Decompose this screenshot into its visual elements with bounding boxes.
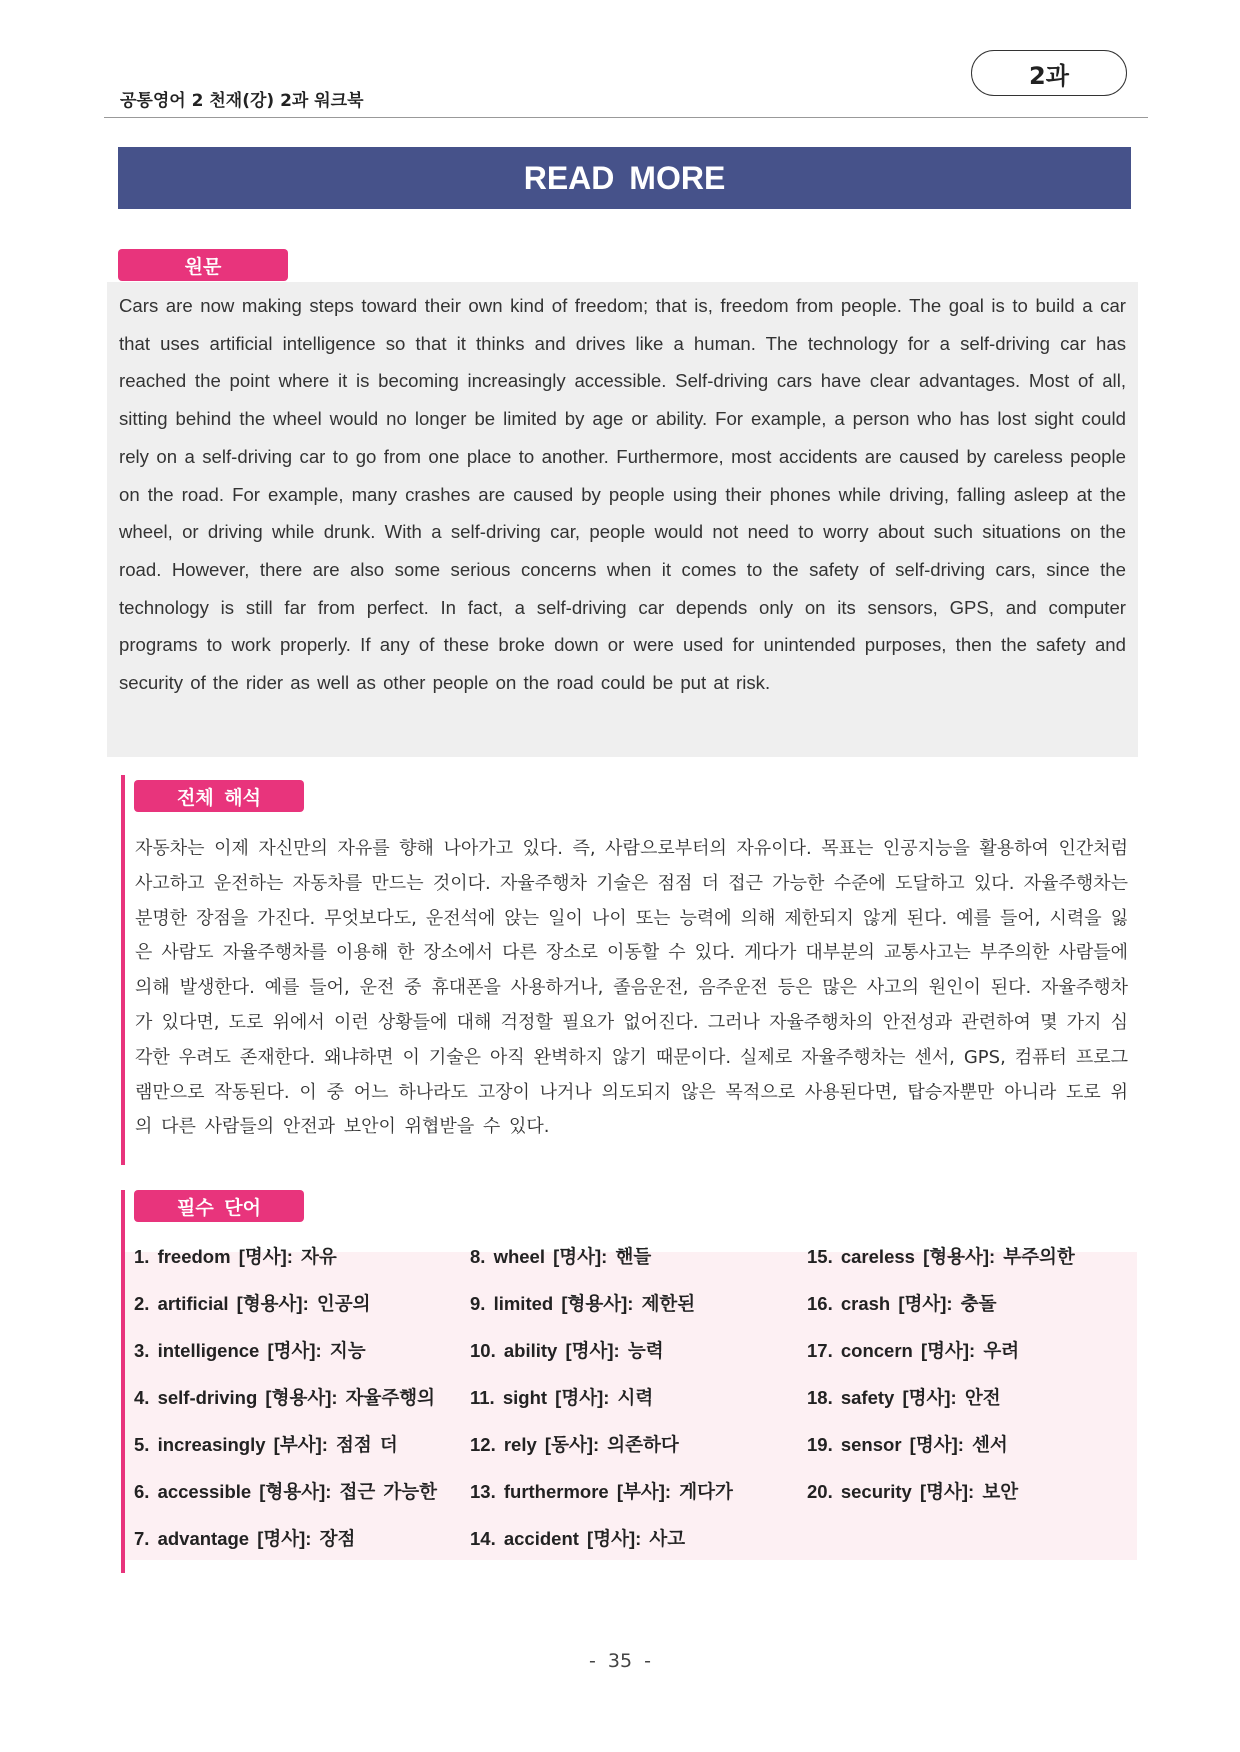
- vocab-item: 10. ability [명사]: 능력: [470, 1340, 664, 1361]
- section-banner: READ MORE: [118, 147, 1131, 209]
- workbook-title: 공통영어 2 천재(강) 2과 워크북: [120, 91, 364, 111]
- vocab-item: 6. accessible [형용사]: 접근 가능한: [134, 1481, 438, 1502]
- lesson-badge: 2과: [971, 50, 1127, 96]
- original-label: 원문: [118, 249, 288, 281]
- vocab-item: 13. furthermore [부사]: 게다가: [470, 1481, 733, 1502]
- page-number: - 35 -: [589, 1650, 651, 1672]
- vocab-item: 5. increasingly [부사]: 점점 더: [134, 1434, 398, 1455]
- vocab-label: 필수 단어: [134, 1190, 304, 1222]
- vocab-item: 14. accident [명사]: 사고: [470, 1528, 686, 1549]
- vocab-item: 8. wheel [명사]: 핸들: [470, 1246, 652, 1267]
- vocab-item: 2. artificial [형용사]: 인공의: [134, 1293, 371, 1314]
- vocab-item: 19. sensor [명사]: 센서: [807, 1434, 1008, 1455]
- vocab-item: 7. advantage [명사]: 장점: [134, 1528, 356, 1549]
- vocab-item: 4. self-driving [형용사]: 자율주행의: [134, 1387, 436, 1408]
- original-text-box: [107, 282, 1138, 757]
- vocab-item: 16. crash [명사]: 충돌: [807, 1293, 997, 1314]
- vocab-item: 3. intelligence [명사]: 지능: [134, 1340, 366, 1361]
- vocab-item: 15. careless [형용사]: 부주의한: [807, 1246, 1075, 1267]
- header-divider: [104, 117, 1148, 118]
- vocab-item: 9. limited [형용사]: 제한된: [470, 1293, 696, 1314]
- vocab-item: 12. rely [동사]: 의존하다: [470, 1434, 679, 1455]
- translation-label: 전체 해석: [134, 780, 304, 812]
- vocab-item: 20. security [명사]: 보안: [807, 1481, 1019, 1502]
- vocab-item: 11. sight [명사]: 시력: [470, 1387, 654, 1408]
- vocab-item: 1. freedom [명사]: 자유: [134, 1246, 337, 1267]
- vocab-item: 17. concern [명사]: 우려: [807, 1340, 1020, 1361]
- translation-passage: 자동차는 이제 자신만의 자유를 향해 나아가고 있다. 즉, 사람으로부터의 자유이다. 목표는 인공지능을 활용하여 인간처럼 사고하고 운전하는 자동차를 만드는 것이다. 자율주행차 기술은 점점 더 접근 가능한 수준에 도달하고 있다. 자율주행차는 분명한 장점을 가진다. 무엇보다도, 운전석에 앉는 일이 나이 또는 능력에 의해 제한되지 않게 된다. 예를 들어, 시력을 잃은 사람도 자율주행차를 이용해 한 장소에서 다른 장소로 이동할 수 있다. 게다가 대부분의 교통사고는 부주의한 사람들에 의해 발생한다. 예를 들어, 운전 중 휴대폰을 사용하거나, 졸음운전, 음주운전 등은 많은 사고의 원인이 된다. 자율주행차가 있다면, 도로 위에서 이런 상황들에 대해 걱정할 필요가 없어진다. 그러나 자율주행차의 안전성과 관련하여 몇 가지 심각한 우려도 존재한다. 왜냐하면 이 기술은 아직 완벽하지 않기 때문이다. 실제로 자율주행차는 센서, GPS, 컴퓨터 프로그램만으로 작동된다. 이 중 어느 하나라도 고장이 나거나 의도되지 않은 목적으로 사용된다면, 탑승자뿐만 아니라 도로 위의 다른 사람들의 안전과 보안이 위협받을 수 있다.: [135, 838, 1128, 1138]
- translation-accent-bar: [121, 775, 125, 1165]
- vocab-item: 18. safety [명사]: 안전: [807, 1387, 1001, 1408]
- original-passage: Cars are now making steps toward their own kind of freedom; that is, freedom from people. The goal is to build a car that uses artificial intelligence so that it thinks and drives like a human. The technology for a self-driving car has reached the point where it is becoming increasingly accessible. Self-driving cars have clear advantages. Most of all, sitting behind the wheel would no longer be limited by age or ability. For example, a person who has lost sight could rely on a self-driving car to go from one place to another. Furthermore, most accidents are caused by careless people on the road. For example, many crashes are caused by people using their phones while driving, falling asleep at the wheel, or driving while drunk. With a self-driving car, people would not need to worry about such situations on the road. However, there are also some serious concerns when it comes to the safety of self-driving cars, since the technology is still far from perfect. In fact, a self-driving car depends only on its sensors, GPS, and computer programs to work properly. If any of these broke down or were used for unintended purposes, then the safety and security of the rider as well as other people on the road could be put at risk.: [119, 295, 1126, 694]
